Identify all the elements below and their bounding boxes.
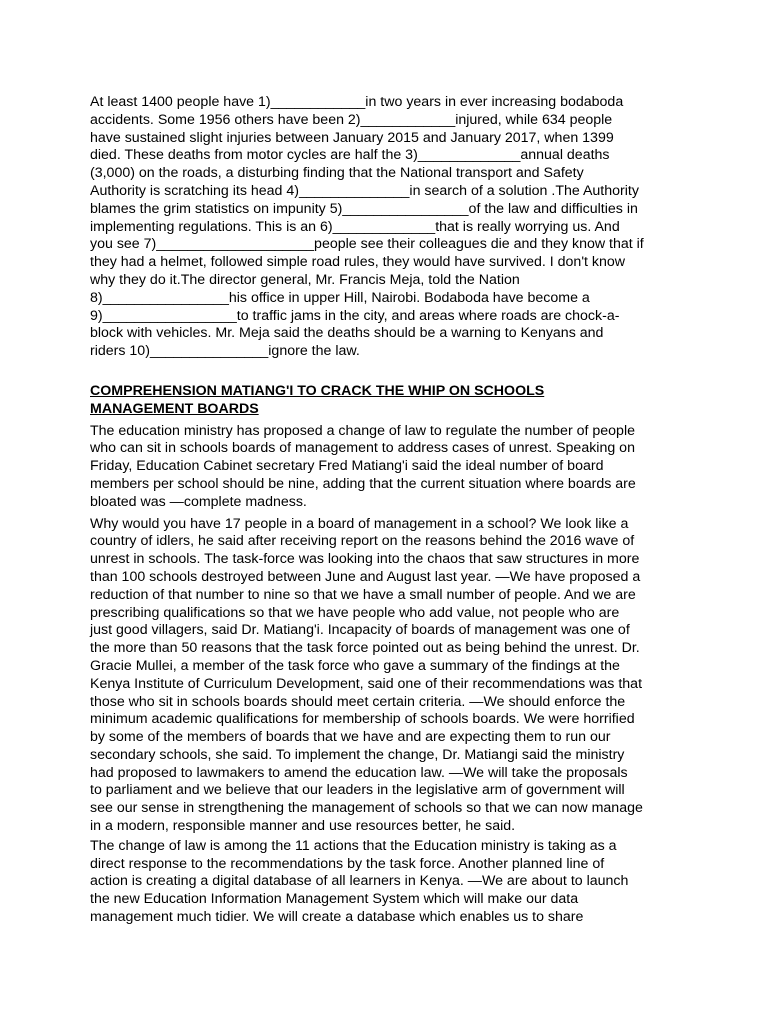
heading-line: MANAGEMENT BOARDS (90, 400, 259, 417)
text-line: action is creating a digital database of all learners in Kenya. —We are about to launch (90, 873, 629, 890)
text-line: had proposed to lawmakers to amend the education law. —We will take the proposals (90, 764, 628, 781)
text-line: prescribing qualifications so that we have people who add value, not people who are (90, 604, 620, 621)
text-line: management much tidier. We will create a database which enables us to share (90, 909, 584, 926)
text-line: At least 1400 people have 1)____________in two years in ever increasing bodaboda (90, 94, 624, 110)
passage-paragraph-1 (90, 423, 688, 512)
text-line: members per school should be nine, adding that the current situation where boards are (90, 475, 636, 492)
text-line: died. These deaths from motor cycles are half the 3)_____________annual deaths (90, 147, 610, 164)
cloze-paragraph (90, 94, 688, 361)
text-line: accidents. Some 1956 others have been 2)____________injured, while 634 people (90, 111, 613, 128)
text-line: reduction of that number to nine so that we have a small number of people. And we are (90, 586, 636, 603)
passage-paragraph-2 (90, 516, 688, 836)
text-line: block with vehicles. Mr. Meja said the deaths should be a warning to Kenyans and (90, 325, 604, 342)
text-line: 9)_________________to traffic jams in the city, and areas where roads are chock-a- (90, 307, 620, 324)
text-line: by some of the members of boards that we have and are expecting them to run our (90, 729, 611, 746)
text-line: you see 7)____________________people see their colleagues die and they know that if (90, 236, 644, 253)
text-line: country of idlers, he said after receiving report on the reasons behind the 2016 wave of (90, 533, 635, 550)
text-line: 8)________________his office in upper Hill, Nairobi. Bodaboda have become a (90, 289, 590, 306)
passage-paragraph-3 (90, 838, 688, 927)
text-line: direct response to the recommendations by the task force. Another planned line of (90, 855, 605, 872)
text-line: Why would you have 17 people in a board of management in a school? We look like a (90, 515, 629, 532)
text-line: who can sit in schools boards of management to address cases of unrest. Speaking on (90, 440, 635, 457)
text-line: implementing regulations. This is an 6)_____________that is really worrying us. And (90, 218, 620, 235)
text-line: bloated was —complete madness. (90, 493, 307, 510)
text-line: Friday, Education Cabinet secretary Fred Matiang'i said the ideal number of board (90, 458, 604, 475)
text-line: the more than 50 reasons that the task force pointed out as being behind the unrest. Dr. (90, 640, 640, 657)
text-line: the new Education Information Management System which will make our data (90, 891, 579, 908)
text-line: Gracie Mullei, a member of the task force who gave a summary of the findings at the (90, 657, 620, 674)
text-line: in a modern, responsible manner and use resources better, he said. (90, 818, 516, 835)
heading-line: COMPREHENSION MATIANG'I TO CRACK THE WHIP ON SCHOOLS (90, 382, 545, 399)
text-line: The education ministry has proposed a change of law to regulate the number of people (90, 422, 635, 439)
text-line: riders 10)_______________ignore the law. (90, 343, 360, 360)
text-line: they had a helmet, followed simple road rules, they would have survived. I don't know (90, 254, 626, 271)
text-line: why they do it.The director general, Mr. Francis Meja, told the Nation (90, 271, 520, 288)
text-line: minimum academic qualifications for membership of schools boards. We were horrified (90, 711, 635, 728)
text-line: see our sense in strengthening the management of schools so that we can now manage (90, 800, 643, 817)
text-line: to parliament and we believe that our leaders in the legislative arm of government will (90, 782, 625, 799)
comprehension-heading (90, 383, 688, 419)
text-line: just good villagers, said Dr. Matiang'i. Incapacity of boards of management was one of (90, 622, 630, 639)
text-line: those who sit in schools boards should meet certain criteria. —We should enforce the (90, 693, 626, 710)
text-line: secondary schools, she said. To implement the change, Dr. Matiangi said the ministry (90, 746, 625, 763)
text-line: Authority is scratching its head 4)______________in search of a solution .The Authority (90, 182, 639, 199)
text-line: The change of law is among the 11 actions that the Education ministry is taking as a (90, 837, 617, 854)
text-line: than 100 schools destroyed between June and August last year. —We have proposed a (90, 568, 641, 585)
text-line: blames the grim statistics on impunity 5)________________of the law and difficulties in (90, 200, 638, 217)
text-line: Kenya Institute of Curriculum Development, said one of their recommendations was that (90, 675, 643, 692)
text-line: have sustained slight injuries between January 2015 and January 2017, when 1399 (90, 129, 614, 146)
text-line: (3,000) on the roads, a disturbing finding that the National transport and Safety (90, 165, 584, 182)
text-line: unrest in schools. The task-force was looking into the chaos that saw structures in more (90, 551, 640, 568)
